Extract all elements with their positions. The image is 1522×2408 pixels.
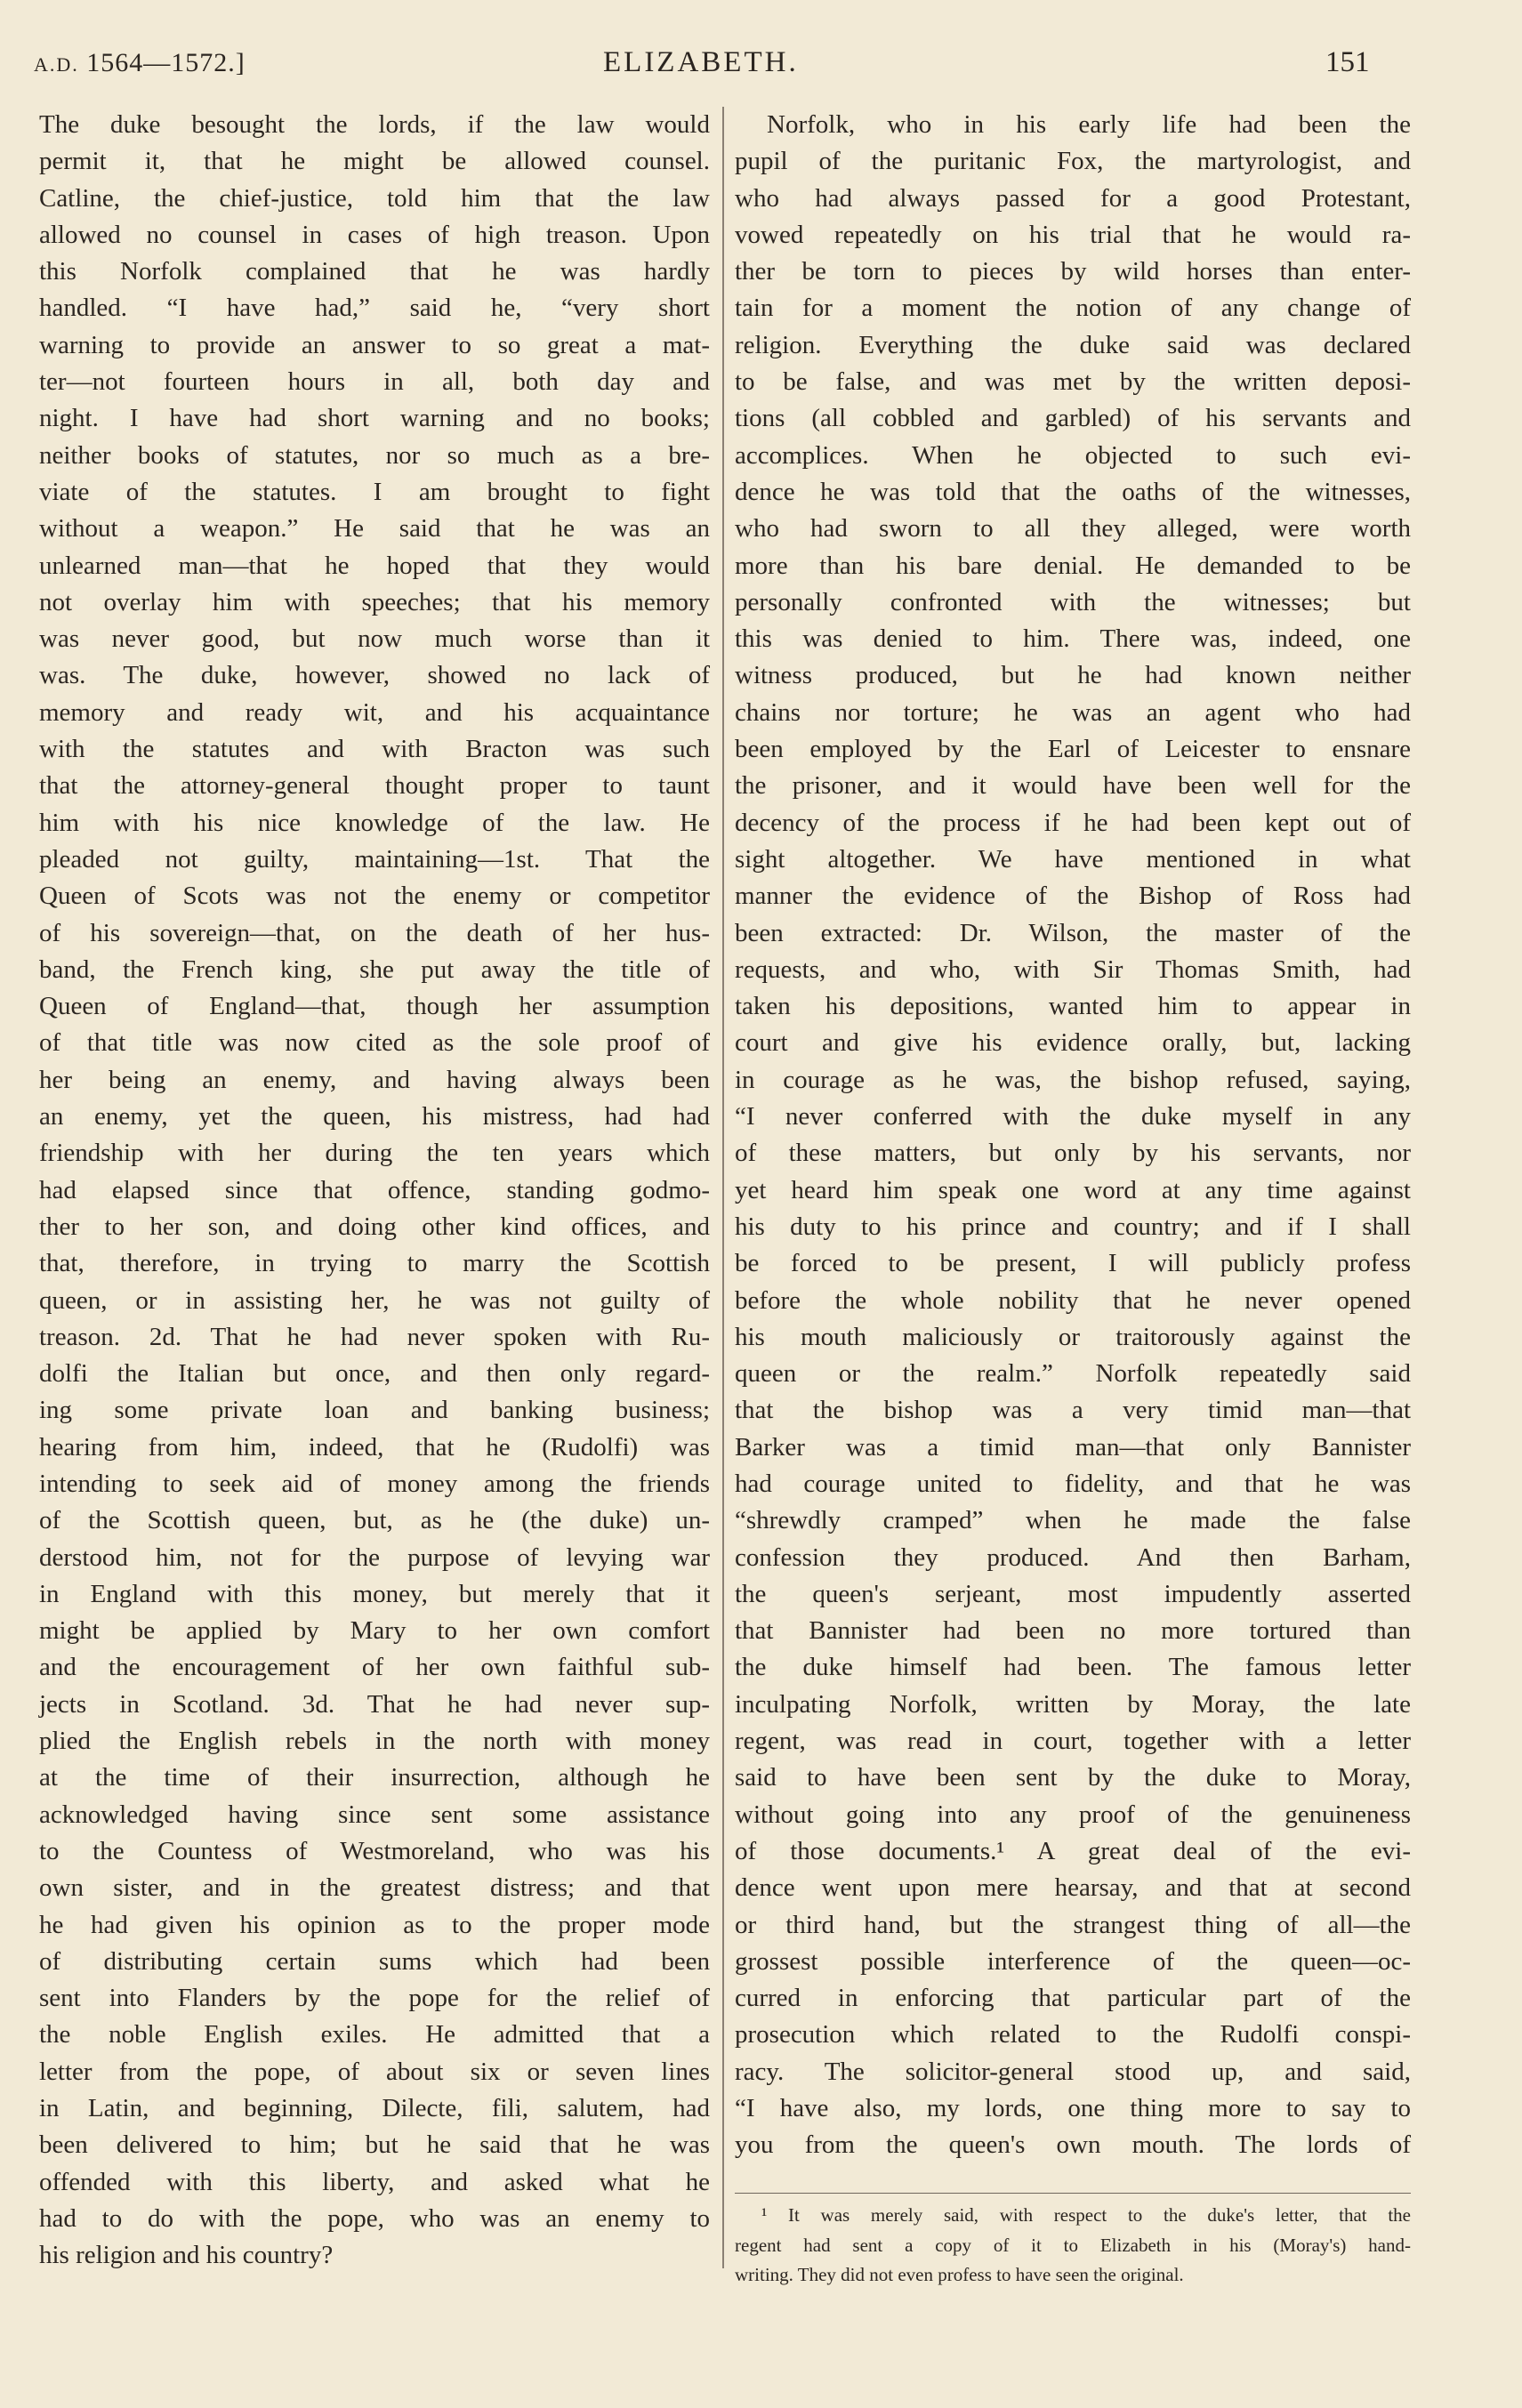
text-line: an enemy, yet the queen, his mistress, had had <box>39 1102 710 1132</box>
text-line: you from the queen's own mouth. The lords of <box>735 2130 1411 2160</box>
running-header <box>34 44 1389 85</box>
text-line: chains nor torture; he was an agent who had <box>735 697 1411 727</box>
text-line: jects in Scotland. 3d. That he had never sup- <box>39 1689 710 1719</box>
text-line: at the time of their insurrection, although he <box>39 1763 710 1792</box>
text-line: band, the French king, she put away the title of <box>39 954 710 984</box>
text-line: confession they produced. And then Barham, <box>735 1542 1411 1572</box>
text-line: yet heard him speak one word at any time against <box>735 1175 1411 1204</box>
text-line: queen, or in assisting her, he was not guilty of <box>39 1285 710 1315</box>
text-line: without a weapon.” He said that he was an <box>39 514 710 544</box>
text-line: acknowledged having since sent some assistance <box>39 1800 710 1829</box>
text-line: her being an enemy, and having always been <box>39 1065 710 1094</box>
text-line: witness produced, but he had known neither <box>735 661 1411 690</box>
text-line: dolfi the Italian but once, and then only regard- <box>39 1359 710 1389</box>
text-line: was. The duke, however, showed no lack of <box>39 661 710 690</box>
text-line: of that title was now cited as the sole proof of <box>39 1028 710 1058</box>
text-line: The duke besought the lords, if the law would <box>39 110 710 139</box>
text-line: decency of the process if he had been kept out of <box>735 808 1411 837</box>
text-line: writing. They did not even profess to have seen the original. <box>735 2264 1184 2285</box>
text-line: of these matters, but only by his servants, nor <box>735 1139 1411 1168</box>
text-line: requests, and who, with Sir Thomas Smith, had <box>735 954 1411 984</box>
left-column <box>39 107 710 2275</box>
text-line: prosecution which related to the Rudolfi conspi- <box>735 2020 1411 2050</box>
text-line: of the Scottish queen, but, as he (the duke) un- <box>39 1506 710 1535</box>
text-line: night. I have had short warning and no books; <box>39 404 710 433</box>
text-line: manner the evidence of the Bishop of Ross had <box>735 882 1411 911</box>
text-line: neither books of statutes, nor so much as a bre- <box>39 440 710 470</box>
text-line: had to do with the pope, who was an enemy to <box>39 2203 710 2233</box>
text-line: been extracted: Dr. Wilson, the master of the <box>735 918 1411 947</box>
text-line: of distributing certain sums which had been <box>39 1946 710 1976</box>
text-line: this Norfolk complained that he was hardly <box>39 257 710 286</box>
text-line: derstood him, not for the purpose of levying war <box>39 1542 710 1572</box>
text-line: ter—not fourteen hours in all, both day and <box>39 367 710 397</box>
text-line: regent, was read in court, together with a letter <box>735 1727 1411 1756</box>
header-ad: A.D. <box>34 53 79 76</box>
text-line: “I have also, my lords, one thing more to say to <box>735 2094 1411 2123</box>
text-line: memory and ready wit, and his acquaintance <box>39 697 710 727</box>
text-line: offended with this liberty, and asked what he <box>39 2167 710 2196</box>
text-line: accomplices. When he objected to such evi- <box>735 440 1411 470</box>
text-line: dence went upon mere hearsay, and that at second <box>735 1873 1411 1903</box>
text-line: warning to provide an answer to so great a mat- <box>39 330 710 359</box>
text-line: inculpating Norfolk, written by Moray, the late <box>735 1689 1411 1719</box>
text-line: who had always passed for a good Protestant, <box>735 183 1411 213</box>
text-line: plied the English rebels in the north with money <box>39 1727 710 1756</box>
text-line: his mouth maliciously or traitorously against the <box>735 1322 1411 1351</box>
text-line: had elapsed since that offence, standing godmo- <box>39 1175 710 1204</box>
text-line: sent into Flanders by the pope for the relief of <box>39 1984 710 2013</box>
text-line: to be false, and was met by the written deposi- <box>735 367 1411 397</box>
text-line: had courage united to fidelity, and that he was <box>735 1469 1411 1498</box>
text-line: Catline, the chief-justice, told him that the law <box>39 183 710 213</box>
text-line: in courage as he was, the bishop refused, saying, <box>735 1065 1411 1094</box>
text-line: unlearned man—that he hoped that they would <box>39 551 710 580</box>
text-line: this was denied to him. There was, indeed, one <box>735 624 1411 654</box>
text-line: without going into any proof of the genuineness <box>735 1800 1411 1829</box>
text-line: ther be torn to pieces by wild horses than enter- <box>735 257 1411 286</box>
text-line: more than his bare denial. He demanded to be <box>735 551 1411 580</box>
text-line: his duty to his prince and country; and if I shall <box>735 1212 1411 1241</box>
text-line: of those documents.¹ A great deal of the evi- <box>735 1836 1411 1865</box>
text-line: taken his depositions, wanted him to appear in <box>735 992 1411 1021</box>
text-line: Barker was a timid man—that only Bannister <box>735 1432 1411 1462</box>
text-line: ther to her son, and doing other kind offices, and <box>39 1212 710 1241</box>
text-line: personally confronted with the witnesses; but <box>735 587 1411 616</box>
text-line: to the Countess of Westmoreland, who was his <box>39 1836 710 1865</box>
text-line: his religion and his country? <box>39 2241 334 2270</box>
text-line: him with his nice knowledge of the law. He <box>39 808 710 837</box>
text-line: the queen's serjeant, most impudently asserted <box>735 1579 1411 1608</box>
text-line: in England with this money, but merely that it <box>39 1579 710 1608</box>
text-line: pupil of the puritanic Fox, the martyrologist, and <box>735 147 1411 176</box>
text-line: curred in enforcing that particular part of the <box>735 1984 1411 2013</box>
text-line: viate of the statutes. I am brought to fight <box>39 477 710 506</box>
text-line: hearing from him, indeed, that he (Rudolfi) was <box>39 1432 710 1462</box>
text-line: that Bannister had been no more tortured than <box>735 1616 1411 1646</box>
text-line: said to have been sent by the duke to Moray, <box>735 1763 1411 1792</box>
text-line: racy. The solicitor-general stood up, and said, <box>735 2057 1411 2086</box>
text-line: queen or the realm.” Norfolk repeatedly said <box>735 1359 1411 1389</box>
text-line: “shrewdly cramped” when he made the false <box>735 1506 1411 1535</box>
text-line: been delivered to him; but he said that he was <box>39 2130 710 2160</box>
text-line: or third hand, but the strangest thing of all—the <box>735 1910 1411 1939</box>
text-line: intending to seek aid of money among the friends <box>39 1469 710 1498</box>
text-line: he had given his opinion as to the proper mode <box>39 1910 710 1939</box>
text-line: treason. 2d. That he had never spoken with Ru- <box>39 1322 710 1351</box>
header-years <box>34 48 246 78</box>
text-line: not overlay him with speeches; that his memory <box>39 587 710 616</box>
text-line: regent had sent a copy of it to Elizabeth in his (Moray's) hand- <box>735 2234 1411 2256</box>
text-line: before the whole nobility that he never opened <box>735 1285 1411 1315</box>
text-line: ¹ It was merely said, with respect to the duke's letter, that the <box>761 2204 1411 2226</box>
text-line: be forced to be present, I will publicly profess <box>735 1249 1411 1278</box>
text-line: allowed no counsel in cases of high treason. Upon <box>39 220 710 249</box>
text-line: who had sworn to all they alleged, were worth <box>735 514 1411 544</box>
text-line: the duke himself had been. The famous letter <box>735 1653 1411 1682</box>
column-divider <box>722 107 724 2268</box>
text-line: of his sovereign—that, on the death of her hus- <box>39 918 710 947</box>
text-line: friendship with her during the ten years which <box>39 1139 710 1168</box>
text-line: ing some private loan and banking business; <box>39 1396 710 1425</box>
text-line: tions (all cobbled and garbled) of his servants and <box>735 404 1411 433</box>
text-line: religion. Everything the duke said was declared <box>735 330 1411 359</box>
text-line: might be applied by Mary to her own comfort <box>39 1616 710 1646</box>
text-line: vowed repeatedly on his trial that he would ra- <box>735 220 1411 249</box>
text-line: pleaded not guilty, maintaining—1st. That the <box>39 844 710 874</box>
text-line: the prisoner, and it would have been well for the <box>735 771 1411 801</box>
text-line: in Latin, and beginning, Dilecte, fili, salutem, had <box>39 2094 710 2123</box>
text-line: Norfolk, who in his early life had been the <box>767 110 1411 139</box>
text-line: with the statutes and with Bracton was such <box>39 735 710 764</box>
text-line: sight altogether. We have mentioned in what <box>735 844 1411 874</box>
page-number: 151 <box>1325 46 1370 78</box>
text-line: the noble English exiles. He admitted that a <box>39 2020 710 2050</box>
text-line: Queen of Scots was not the enemy or competitor <box>39 882 710 911</box>
text-line: been employed by the Earl of Leicester to ensnare <box>735 735 1411 764</box>
text-line: handled. “I have had,” said he, “very short <box>39 294 710 323</box>
text-line: letter from the pope, of about six or seven lines <box>39 2057 710 2086</box>
header-title: ELIZABETH. <box>603 46 799 78</box>
text-line: own sister, and in the greatest distress; and that <box>39 1873 710 1903</box>
text-line: that the attorney-general thought proper to taunt <box>39 771 710 801</box>
text-line: “I never conferred with the duke myself in any <box>735 1102 1411 1132</box>
text-line: permit it, that he might be allowed counsel. <box>39 147 710 176</box>
footnote-rule <box>735 2193 1411 2194</box>
text-line: that, therefore, in trying to marry the Scottish <box>39 1249 710 1278</box>
footnotes <box>735 2201 1411 2291</box>
text-line: and the encouragement of her own faithful sub- <box>39 1653 710 1682</box>
text-line: Queen of England—that, though her assumption <box>39 992 710 1021</box>
right-column <box>735 107 1411 2164</box>
text-line: court and give his evidence orally, but, lacking <box>735 1028 1411 1058</box>
header-year-range: 1564—1572.] <box>86 48 246 77</box>
text-line: grossest possible interference of the queen—oc- <box>735 1946 1411 1976</box>
text-line: tain for a moment the notion of any change of <box>735 294 1411 323</box>
text-line: was never good, but now much worse than it <box>39 624 710 654</box>
text-line: that the bishop was a very timid man—that <box>735 1396 1411 1425</box>
text-line: dence he was told that the oaths of the witnesses, <box>735 477 1411 506</box>
